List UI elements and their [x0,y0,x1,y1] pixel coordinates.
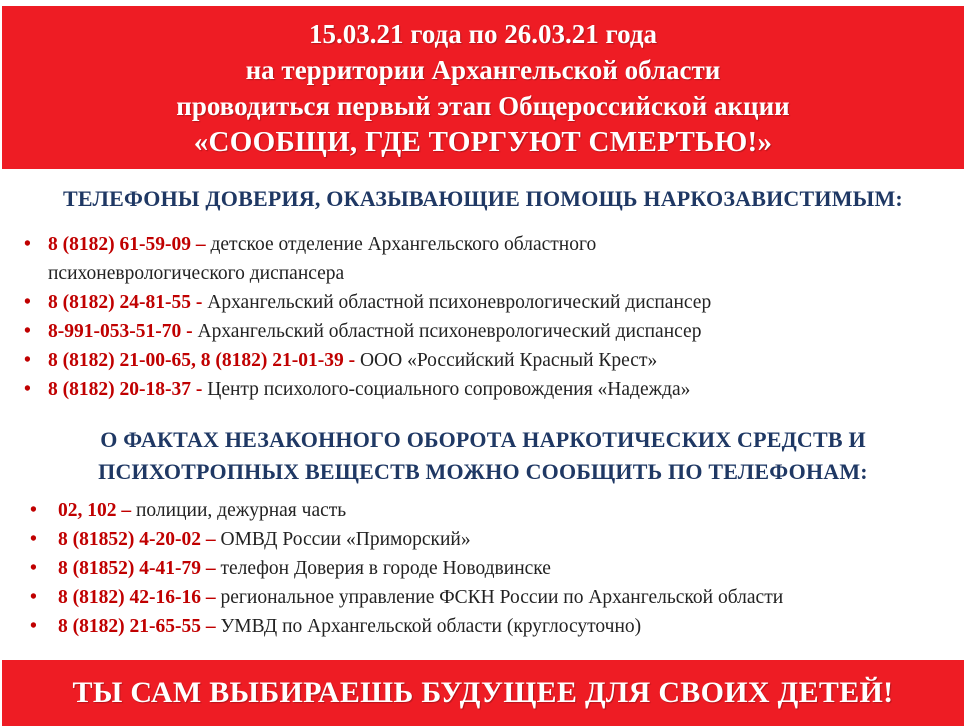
phone-number: 02, 102 [58,500,117,521]
separator: - [190,292,208,313]
bullet-icon: • [30,616,37,637]
list-item [24,230,711,288]
item-description: полиции, дежурная часть [136,500,347,521]
separator: - [343,350,360,371]
section1-heading: ТЕЛЕФОНЫ ДОВЕРИЯ, ОКАЗЫВАЮЩИЕ ПОМОЩЬ НАРКОЗАВИСТИМЫМ: [63,186,903,211]
separator: – [200,616,221,637]
phone-number: 8-991-053-51-70 [48,321,182,342]
separator: - [190,379,208,400]
item-description: ОМВД России «Приморский» [220,529,471,550]
item-description: ООО «Российский Красный Крест» [359,350,658,371]
banner-stage: проводиться первый этап Общероссийской акции [176,91,790,121]
list-item [30,496,783,525]
helpline-list [24,230,711,404]
section2-heading-line2: ПСИХОТРОПНЫХ ВЕЩЕСТВ МОЖНО СООБЩИТЬ ПО ТЕЛЕФОНАМ: [98,459,868,484]
phone-number: 8 (8182) 21-65-55 [58,616,201,637]
separator: - [181,321,198,342]
list-item [30,554,783,583]
item-description-continued: психоневрологического диспансера [48,263,345,284]
banner-region: на территории Архангельской области [245,55,721,85]
bullet-icon: • [24,292,31,313]
bullet-icon: • [24,321,31,342]
bullet-icon: • [30,500,37,521]
list-item [24,375,711,404]
list-item [30,525,783,554]
separator: – [190,234,211,255]
separator: – [200,558,221,579]
bullet-icon: • [30,587,37,608]
item-description: Центр психолого-социального сопровождения «Надежда» [207,379,691,400]
separator: – [116,500,136,521]
banner-date-range: 15.03.21 года по 26.03.21 года [309,19,657,49]
bullet-icon: • [30,558,37,579]
list-item [24,346,711,375]
bullet-icon: • [24,234,31,255]
phone-number: 8 (8182) 24-81-55 [48,292,191,313]
list-item [30,583,783,612]
item-description: УМВД по Архангельской области (круглосуточно) [220,616,642,637]
phone-number: 8 (81852) 4-20-02 [58,529,201,550]
item-description: детское отделение Архангельского областного [210,234,597,255]
separator: – [200,529,221,550]
bullet-icon: • [30,529,37,550]
item-description: Архангельский областной психоневрологический диспансер [197,321,702,342]
bottom-banner: ТЫ САМ ВЫБИРАЕШЬ БУДУЩЕЕ ДЛЯ СВОИХ ДЕТЕЙ! [2,660,964,726]
phone-number: 8 (81852) 4-41-79 [58,558,201,579]
section2-heading-line1: О ФАКТАХ НЕЗАКОННОГО ОБОРОТА НАРКОТИЧЕСКИХ СРЕДСТВ И [100,427,866,452]
separator: – [200,587,221,608]
phone-number: 8 (8182) 21-00-65, 8 (8182) 21-01-39 [48,350,344,371]
top-banner [2,6,964,169]
phone-number: 8 (8182) 20-18-37 [48,379,191,400]
item-description: Архангельский областной психоневрологический диспансер [207,292,712,313]
bullet-icon: • [24,350,31,371]
list-item [30,612,783,641]
item-description: телефон Доверия в городе Новодвинске [220,558,551,579]
phone-number: 8 (8182) 42-16-16 [58,587,201,608]
item-description: региональное управление ФСКН России по Архангельской области [220,587,784,608]
report-phone-list [30,496,783,641]
list-item [24,288,711,317]
phone-number: 8 (8182) 61-59-09 [48,234,191,255]
section2-heading [0,424,966,488]
banner-campaign-title: «СООБЩИ, ГДЕ ТОРГУЮТ СМЕРТЬЮ!» [193,126,773,158]
list-item [24,317,711,346]
bullet-icon: • [24,379,31,400]
